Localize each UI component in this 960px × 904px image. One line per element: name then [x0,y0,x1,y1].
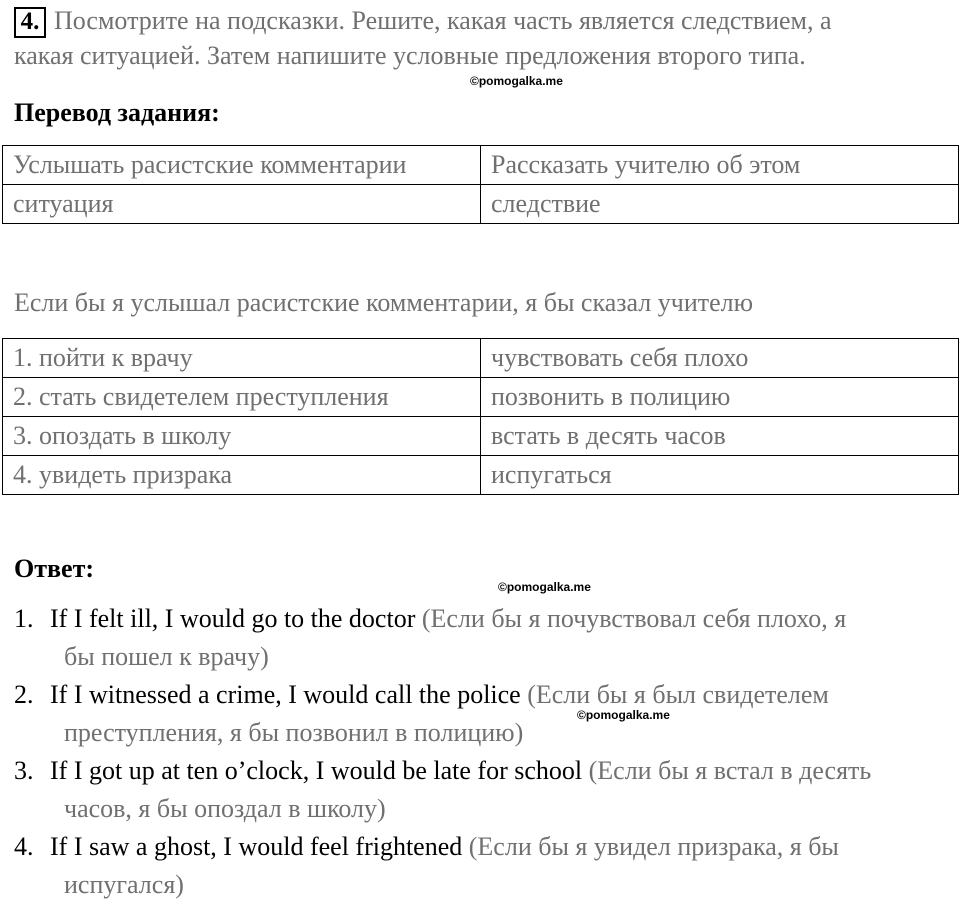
table-cell: 2. стать свидетелем преступления [3,378,481,417]
answer-number: 2. [14,680,34,709]
table-cell: следствие [481,185,959,224]
answer-english: If I got up at ten o’clock, I would be late for school [50,756,583,785]
list-item-continuation [14,866,954,904]
answer-translation: (Если бы я встал в десять [582,756,872,785]
list-item-continuation [14,790,954,828]
answer-translation: испугался) [64,870,184,899]
answer-translation: преступления, я бы позвонил в полицию) [64,718,524,747]
table-cell: 4. увидеть призрака [3,456,481,495]
table-cell: ситуация [3,185,481,224]
table-row [3,456,959,495]
table-cell: Услышать расистские комментарии [3,146,481,185]
answer-heading: Ответ: [14,554,95,583]
table-row [3,339,959,378]
list-item-continuation [14,638,954,676]
table-cell: 3. опоздать в школу [3,417,481,456]
answer-number: 4. [14,832,34,861]
table-cell: 1. пойти к врачу [3,339,481,378]
answer-list [14,600,954,904]
answer-translation: (Если бы я увидел призрака, я бы [462,832,839,861]
answer-translation: бы пошел к врачу) [64,642,269,671]
list-item [14,752,954,790]
answer-translation: (Если бы я был свидетелем [520,680,829,709]
list-item [14,600,954,638]
task-number-box: 4. [14,7,46,38]
list-item [14,676,954,714]
table-cell: Рассказать учителю об этом [481,146,959,185]
watermark: ©pomogalka.me [577,708,670,722]
watermark: ©pomogalka.me [498,580,591,594]
table-cell: позвонить в полицию [481,378,959,417]
table-cell: встать в десять часов [481,417,959,456]
answer-english: If I saw a ghost, I would feel frightened [50,832,463,861]
table-row [3,185,959,224]
table-row [3,417,959,456]
answer-translation: (Если бы я почувствовал себя плохо, я [415,604,847,633]
task-text-line-1: Посмотрите на подсказки. Решите, какая часть является следствием, а [54,6,832,35]
answer-number: 3. [14,756,34,785]
answer-translation: часов, я бы опоздал в школу) [64,794,386,823]
translation-heading: Перевод задания: [14,98,220,127]
task-line-1 [14,6,832,38]
answer-english: If I witnessed a crime, I would call the police [50,680,521,709]
list-item [14,828,954,866]
watermark: ©pomogalka.me [470,74,563,88]
answer-english: If I felt ill, I would go to the doctor [50,604,416,633]
task-text-line-2: какая ситуацией. Затем напишите условные предложения второго типа. [14,41,806,70]
table-cell: испугаться [481,456,959,495]
example-sentence: Если бы я услышал расистские комментарии, я бы сказал учителю [14,288,754,317]
prompts-table [2,338,959,495]
table-cell: чувствовать себя плохо [481,339,959,378]
table-row [3,378,959,417]
example-table [2,145,959,224]
answer-number: 1. [14,604,34,633]
table-row [3,146,959,185]
list-item-continuation [14,714,954,752]
